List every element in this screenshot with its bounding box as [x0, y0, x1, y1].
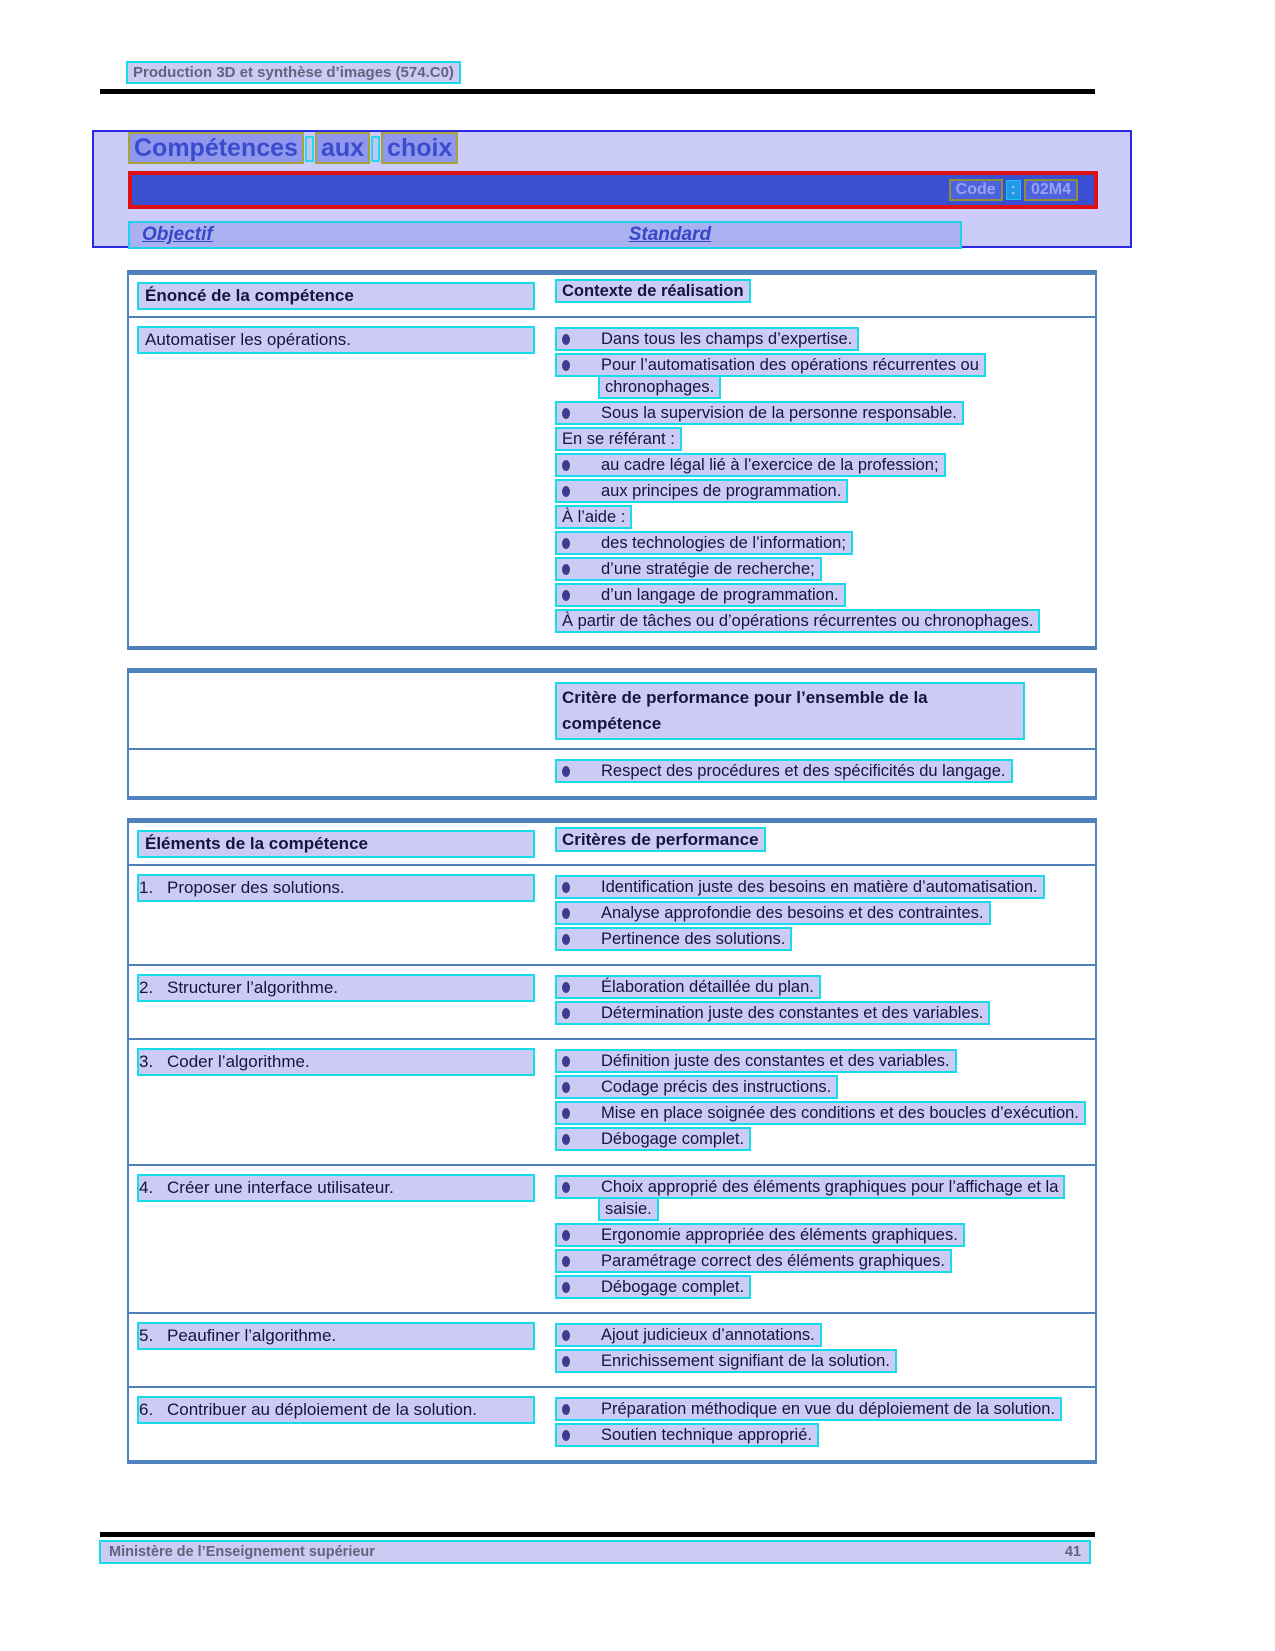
criterion-item: Codage précis des instructions. [555, 1076, 1087, 1098]
criterion-item: Respect des procédures et des spécificités du langage. [555, 760, 1087, 782]
bullet-icon [562, 1108, 570, 1119]
criterion-item: Pertinence des solutions. [555, 928, 1087, 950]
bullet-icon [562, 460, 570, 471]
cell-criteres [555, 974, 1087, 1028]
context-item: Dans tous les champs d’expertise. [555, 328, 1087, 350]
bullet-icon [562, 1134, 570, 1145]
cell-criteres [555, 1048, 1087, 1154]
table-header-row [129, 275, 1095, 318]
code-separator: : [1006, 180, 1021, 200]
criterion-item: Choix approprié des éléments graphiques pour l’affichage et la saisie. [555, 1176, 1087, 1220]
element-label: Proposer des solutions. [167, 878, 345, 897]
element-label: Contribuer au déploiement de la solution. [167, 1400, 477, 1419]
criterion-item: Ajout judicieux d’annotations. [555, 1324, 1087, 1346]
bullet-icon [562, 882, 570, 893]
element-number: 5. [139, 1326, 154, 1345]
cell-criteres [555, 1174, 1087, 1302]
element-number: 4. [139, 1178, 154, 1197]
cell-criteres [555, 1322, 1087, 1376]
bullet-icon [562, 1404, 570, 1415]
bullet-icon [562, 1330, 570, 1341]
table-body-row [129, 750, 1095, 796]
bullet-icon [562, 982, 570, 993]
bullet-icon [562, 1430, 570, 1441]
code-label: Code [949, 179, 1003, 201]
bullet-icon [562, 486, 570, 497]
bullet-icon [562, 538, 570, 549]
bullet-icon [562, 1230, 570, 1241]
context-item: d’un langage de programmation. [555, 584, 1087, 606]
empty-cell [137, 758, 535, 786]
bullet-icon [562, 334, 570, 345]
cell-criteres [555, 874, 1087, 954]
element-number: 1. [139, 878, 154, 897]
table-body-row [129, 318, 1095, 646]
cell-critere [555, 758, 1087, 786]
panel-title [128, 134, 1130, 163]
header-cell-criteres: Critères de performance [555, 830, 1087, 858]
context-item: d’une stratégie de recherche; [555, 558, 1087, 580]
page-footer [99, 1540, 1091, 1564]
header-divider [100, 89, 1095, 94]
bullet-icon [562, 1356, 570, 1367]
element-label: Coder l’algorithme. [167, 1052, 310, 1071]
footer-ministry: Ministère de l’Enseignement supérieur [109, 1544, 375, 1560]
header-cell-contexte: Contexte de réalisation [555, 282, 1087, 310]
table-gap [127, 800, 1097, 818]
enonce-text: Automatiser les opérations. [137, 326, 535, 354]
context-item: aux principes de programmation. [555, 480, 1087, 502]
criterion-item: Détermination juste des constantes et des variables. [555, 1002, 1087, 1024]
cell-criteres [555, 1396, 1087, 1450]
context-intro: En se référant : [555, 428, 1087, 450]
bullet-icon [562, 1282, 570, 1293]
bullet-icon [562, 1082, 570, 1093]
word-gap [305, 136, 314, 162]
element-row [129, 1038, 1095, 1164]
bullet-icon [562, 590, 570, 601]
cell-contexte [555, 326, 1087, 636]
bullet-icon [562, 766, 570, 777]
cell-element [137, 1322, 535, 1376]
page-content [127, 270, 1097, 1464]
cell-element [137, 1174, 535, 1302]
element-number: 3. [139, 1052, 154, 1071]
header-cell-enonce: Énoncé de la compétence [137, 282, 535, 310]
criterion-item: Soutien technique approprié. [555, 1424, 1087, 1446]
criterion-item: Analyse approfondie des besoins et des contraintes. [555, 902, 1087, 924]
criterion-item: Enrichissement signifiant de la solution. [555, 1350, 1087, 1372]
bullet-icon [562, 934, 570, 945]
table-header-row [129, 823, 1095, 866]
header-cell-critere: Critère de performance pour l’ensemble de la compétence [555, 682, 1087, 740]
empty-cell [137, 682, 535, 740]
cell-element [137, 1048, 535, 1154]
context-item: Pour l’automatisation des opérations récurrentes ou chronophages. [555, 354, 1087, 398]
objectif-standard-row [128, 221, 962, 249]
criterion-item: Élaboration détaillée du plan. [555, 976, 1087, 998]
cell-element [137, 974, 535, 1028]
table-elements-criteres [127, 818, 1097, 1464]
panel-title-word: aux [315, 132, 370, 164]
bullet-icon [562, 1008, 570, 1019]
element-row [129, 964, 1095, 1038]
element-label: Créer une interface utilisateur. [167, 1178, 394, 1197]
panel-title-word: Compétences [128, 132, 304, 164]
bullet-icon [562, 564, 570, 575]
element-label: Structurer l’algorithme. [167, 978, 339, 997]
element-row [129, 1312, 1095, 1386]
word-gap [371, 136, 380, 162]
bullet-icon [562, 1182, 570, 1193]
page-header-title: Production 3D et synthèse d’images (574.C0) [126, 61, 461, 84]
element-label: Peaufiner l’algorithme. [167, 1326, 337, 1345]
standard-heading: Standard [628, 224, 712, 245]
cell-enonce [137, 326, 535, 636]
competences-panel [92, 130, 1132, 248]
cell-element [137, 874, 535, 954]
code-value: 02M4 [1024, 179, 1078, 201]
table-critere-ensemble [127, 668, 1097, 800]
criterion-item: Paramétrage correct des éléments graphiques. [555, 1250, 1087, 1272]
bullet-icon [562, 1256, 570, 1267]
criterion-item: Ergonomie appropriée des éléments graphiques. [555, 1224, 1087, 1246]
element-row [129, 1386, 1095, 1460]
table-enonce-contexte [127, 270, 1097, 650]
criterion-item: Mise en place soignée des conditions et des boucles d’exécution. [555, 1102, 1087, 1124]
panel-title-word: choix [381, 132, 458, 164]
table-gap [127, 650, 1097, 668]
context-intro: À l’aide : [555, 506, 1087, 528]
criterion-item: Débogage complet. [555, 1128, 1087, 1150]
context-item: Sous la supervision de la personne responsable. [555, 402, 1087, 424]
footer-divider [100, 1532, 1095, 1537]
element-number: 6. [139, 1400, 154, 1419]
element-row [129, 866, 1095, 964]
code-banner [128, 171, 1098, 209]
context-intro: À partir de tâches ou d’opérations récurrentes ou chronophages. [555, 610, 1087, 632]
context-item: des technologies de l’information; [555, 532, 1087, 554]
element-row [129, 1164, 1095, 1312]
bullet-icon [562, 360, 570, 371]
header-cell-elements: Éléments de la compétence [137, 830, 535, 858]
footer-page-number: 41 [1064, 1544, 1081, 1560]
criterion-item: Identification juste des besoins en matière d’automatisation. [555, 876, 1087, 898]
criterion-item: Préparation méthodique en vue du déploiement de la solution. [555, 1398, 1087, 1420]
cell-element [137, 1396, 535, 1450]
page-header [126, 64, 461, 81]
bullet-icon [562, 1056, 570, 1067]
bullet-icon [562, 408, 570, 419]
criterion-item: Définition juste des constantes et des variables. [555, 1050, 1087, 1072]
objectif-heading: Objectif [142, 224, 213, 245]
criterion-item: Débogage complet. [555, 1276, 1087, 1298]
bullet-icon [562, 908, 570, 919]
element-number: 2. [139, 978, 154, 997]
context-item: au cadre légal lié à l’exercice de la profession; [555, 454, 1087, 476]
table-header-row [129, 673, 1095, 750]
